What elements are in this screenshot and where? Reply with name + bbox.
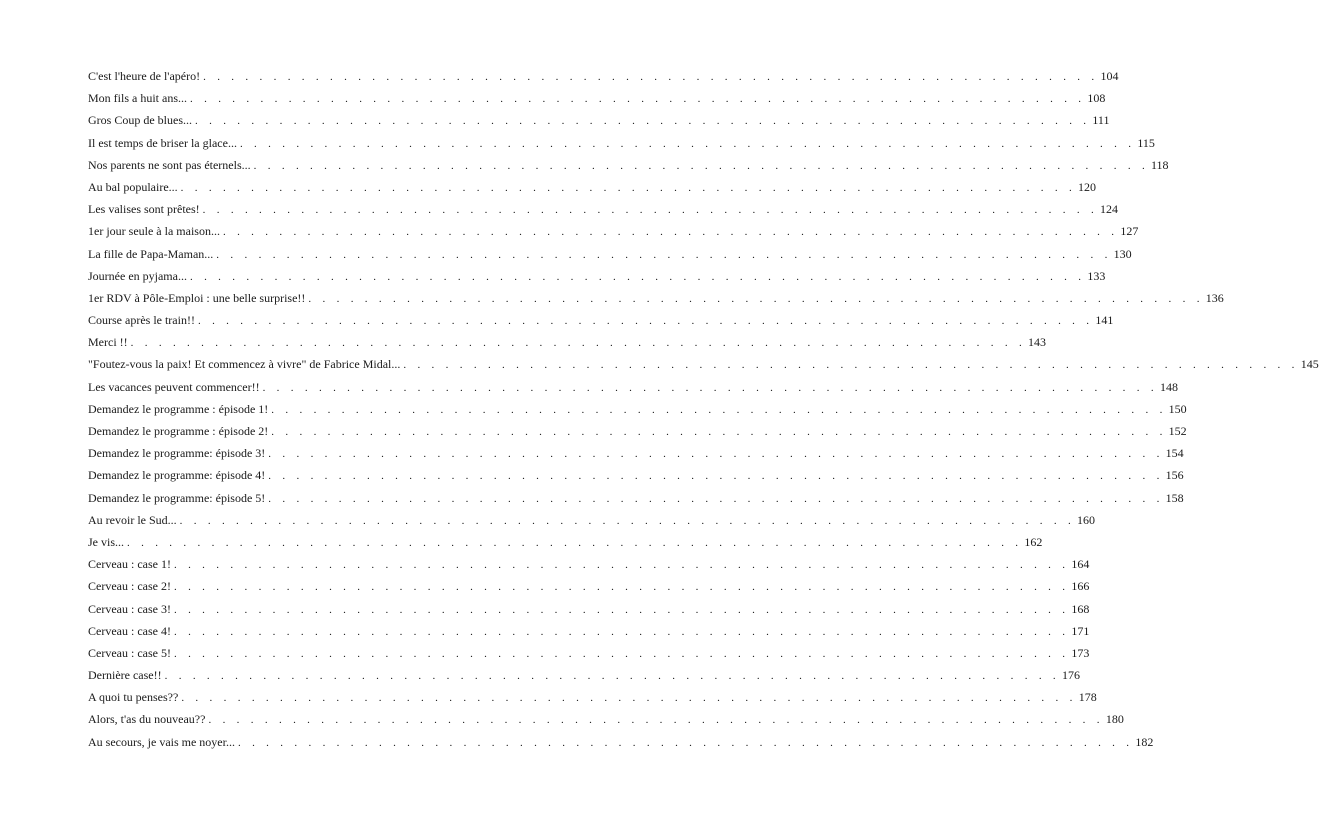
toc-entry <box>88 401 1187 424</box>
toc-entry-page-number: 118 <box>1151 157 1169 172</box>
toc-entry-title: Alors, t'as du nouveau?? <box>88 712 206 727</box>
toc-entry-page-number: 145 <box>1300 357 1319 372</box>
toc-dot-leader: . . . . . . . . . . . . . . . . . . . . . . . . . . . . . . . . . . . . . . . . . . . . . . . . . . . . . . . . . . . . . . . . <box>253 159 1149 172</box>
toc-dot-leader: . . . . . . . . . . . . . . . . . . . . . . . . . . . . . . . . . . . . . . . . . . . . . . . . . . . . . . . . . . . . . . . . <box>268 448 1164 461</box>
toc-dot-leader: . . . . . . . . . . . . . . . . . . . . . . . . . . . . . . . . . . . . . . . . . . . . . . . . . . . . . . . . . . . . . . . . <box>179 514 1076 527</box>
toc-entry <box>88 424 1187 446</box>
toc-entry <box>88 579 1090 601</box>
toc-entry-page-number: 173 <box>1071 645 1090 660</box>
toc-entry <box>88 313 1114 335</box>
toc-entry-page-number: 120 <box>1078 179 1097 194</box>
toc-entry <box>88 468 1184 490</box>
toc-entry-title: Demandez le programme: épisode 5! <box>88 490 266 505</box>
toc-entry <box>88 446 1184 468</box>
toc-entry-title: Cerveau : case 5! <box>88 645 171 660</box>
toc-dot-leader: . . . . . . . . . . . . . . . . . . . . . . . . . . . . . . . . . . . . . . . . . . . . . . . . . . . . . . . . . . . . . . . . <box>268 470 1164 483</box>
toc-entry <box>88 557 1090 579</box>
toc-entry <box>88 224 1139 246</box>
toc-entry-title: 1er RDV à Pôle-Emploi : une belle surprise!! <box>88 290 306 305</box>
toc-entry-title: 1er jour seule à la maison... <box>88 224 220 239</box>
toc-entry-page-number: 171 <box>1071 623 1090 638</box>
toc-entry <box>88 69 1119 91</box>
toc-entry-page-number: 127 <box>1120 224 1139 239</box>
toc-entry-page-number: 164 <box>1071 557 1090 572</box>
toc-entry-title: "Foutez-vous la paix! Et commencez à vivre" de Fabrice Midal... <box>88 357 401 372</box>
toc-entry-title: Cerveau : case 3! <box>88 601 171 616</box>
toc-entry-title: Cerveau : case 1! <box>88 557 171 572</box>
toc-entry <box>88 335 1047 357</box>
toc-entry-page-number: 108 <box>1087 91 1106 106</box>
toc-entry-title: Gros Coup de blues... <box>88 113 192 128</box>
toc-entry-page-number: 148 <box>1159 379 1178 394</box>
toc-dot-leader: . . . . . . . . . . . . . . . . . . . . . . . . . . . . . . . . . . . . . . . . . . . . . . . . . . . . . . . . . . . . . . . . <box>173 603 1070 616</box>
toc-dot-leader: . . . . . . . . . . . . . . . . . . . . . . . . . . . . . . . . . . . . . . . . . . . . . . . . . . . . . . . . . . . . . . . . <box>173 581 1070 594</box>
toc-entry-title: Demandez le programme: épisode 3! <box>88 446 266 461</box>
toc-entry-page-number: 176 <box>1061 668 1080 683</box>
toc-dot-leader: . . . . . . . . . . . . . . . . . . . . . . . . . . . . . . . . . . . . . . . . . . . . . . . . . . . . . . . . . . . . . . . . <box>197 315 1094 328</box>
toc-entry-page-number: 180 <box>1105 712 1124 727</box>
toc-entry-title: Je vis... <box>88 534 124 549</box>
toc-entry <box>88 512 1096 535</box>
toc-entry-page-number: 124 <box>1100 202 1118 217</box>
toc-dot-leader: . . . . . . . . . . . . . . . . . . . . . . . . . . . . . . . . . . . . . . . . . . . . . . . . . . . . . . . . . . . . . . . . <box>173 559 1070 572</box>
toc-dot-leader: . . . . . . . . . . . . . . . . . . . . . . . . . . . . . . . . . . . . . . . . . . . . . . . . . . . . . . . . . . . . . . . . <box>189 270 1086 283</box>
toc-entry <box>88 601 1090 624</box>
toc-dot-leader: . . . . . . . . . . . . . . . . . . . . . . . . . . . . . . . . . . . . . . . . . . . . . . . . . . . . . . . . . . . . . . . . <box>180 181 1077 194</box>
toc-entry <box>88 668 1080 690</box>
toc-dot-leader: . . . . . . . . . . . . . . . . . . . . . . . . . . . . . . . . . . . . . . . . . . . . . . . . . . . . . . . . . . . . . . . . <box>271 403 1167 416</box>
toc-dot-leader: . . . . . . . . . . . . . . . . . . . . . . . . . . . . . . . . . . . . . . . . . . . . . . . . . . . . . . . . . . . . . . . . <box>237 736 1134 749</box>
toc-dot-leader: . . . . . . . . . . . . . . . . . . . . . . . . . . . . . . . . . . . . . . . . . . . . . . . . . . . . . . . . . . . . . . . . <box>164 670 1060 683</box>
toc-dot-leader: . . . . . . . . . . . . . . . . . . . . . . . . . . . . . . . . . . . . . . . . . . . . . . . . . . . . . . . . . . . . . . . . <box>190 93 1086 106</box>
toc-entry-title: Il est temps de briser la glace... <box>88 135 237 150</box>
toc-entry-title: Les vacances peuvent commencer!! <box>88 379 260 394</box>
toc-dot-leader: . . . . . . . . . . . . . . . . . . . . . . . . . . . . . . . . . . . . . . . . . . . . . . . . . . . . . . . . . . . . . . . . <box>262 381 1158 394</box>
toc-entry-title: Merci !! <box>88 335 128 350</box>
toc-entry <box>88 623 1090 646</box>
toc-entry-page-number: 178 <box>1078 690 1097 705</box>
toc-entry-title: Au bal populaire... <box>88 179 178 194</box>
toc-dot-leader: . . . . . . . . . . . . . . . . . . . . . . . . . . . . . . . . . . . . . . . . . . . . . . . . . . . . . . . . . . . . . . . . <box>268 492 1164 505</box>
toc-entry-title: Cerveau : case 2! <box>88 579 171 594</box>
toc-dot-leader: . . . . . . . . . . . . . . . . . . . . . . . . . . . . . . . . . . . . . . . . . . . . . . . . . . . . . . . . . . . . . . . . <box>403 359 1299 372</box>
toc-entry-page-number: 136 <box>1205 290 1224 305</box>
toc-entry <box>88 268 1106 291</box>
toc-entry-page-number: 104 <box>1100 69 1119 83</box>
toc-dot-leader: . . . . . . . . . . . . . . . . . . . . . . . . . . . . . . . . . . . . . . . . . . . . . . . . . . . . . . . . . . . . . . . . <box>173 625 1070 638</box>
toc-dot-leader: . . . . . . . . . . . . . . . . . . . . . . . . . . . . . . . . . . . . . . . . . . . . . . . . . . . . . . . . . . . . . . . . <box>173 647 1070 660</box>
toc-entry <box>88 734 1154 757</box>
toc-entry-title: Les valises sont prêtes! <box>88 202 200 217</box>
toc-dot-leader: . . . . . . . . . . . . . . . . . . . . . . . . . . . . . . . . . . . . . . . . . . . . . . . . . . . . . . . . . . . . . . . . <box>130 337 1027 350</box>
toc-dot-leader: . . . . . . . . . . . . . . . . . . . . . . . . . . . . . . . . . . . . . . . . . . . . . . . . . . . . . . . . . . . . . . . . <box>195 115 1091 128</box>
toc-dot-leader: . . . . . . . . . . . . . . . . . . . . . . . . . . . . . . . . . . . . . . . . . . . . . . . . . . . . . . . . . . . . . . . . <box>203 71 1099 83</box>
toc-entry-title: Demandez le programme : épisode 2! <box>88 424 269 438</box>
toc-dot-leader: . . . . . . . . . . . . . . . . . . . . . . . . . . . . . . . . . . . . . . . . . . . . . . . . . . . . . . . . . . . . . . . . <box>216 248 1112 261</box>
toc-entry-page-number: 154 <box>1165 446 1184 461</box>
toc-entry-title: La fille de Papa-Maman... <box>88 246 214 261</box>
toc-entry-page-number: 111 <box>1092 113 1110 128</box>
toc-entry <box>88 202 1118 224</box>
toc-dot-leader: . . . . . . . . . . . . . . . . . . . . . . . . . . . . . . . . . . . . . . . . . . . . . . . . . . . . . . . . . . . . . . . . <box>208 714 1104 727</box>
toc-entry <box>88 246 1132 269</box>
toc-entry <box>88 179 1097 202</box>
toc-entry-title: Dernière case!! <box>88 668 162 683</box>
toc-entry-page-number: 115 <box>1137 135 1155 150</box>
toc-dot-leader: . . . . . . . . . . . . . . . . . . . . . . . . . . . . . . . . . . . . . . . . . . . . . . . . . . . . . . . . . . . . . . . . <box>308 292 1204 305</box>
toc-entry-title: Au secours, je vais me noyer... <box>88 734 235 749</box>
toc-entry-title: Journée en pyjama... <box>88 268 187 283</box>
toc-entry-page-number: 133 <box>1087 268 1106 283</box>
toc-entry-title: Au revoir le Sud... <box>88 512 177 527</box>
toc-entry-title: Nos parents ne sont pas éternels... <box>88 157 251 172</box>
toc-entry-page-number: 166 <box>1071 579 1090 594</box>
toc-entry-page-number: 150 <box>1168 401 1187 416</box>
toc-entry <box>88 712 1124 734</box>
toc-entry <box>88 379 1178 402</box>
toc-entry-page-number: 168 <box>1071 601 1090 616</box>
toc-entry <box>88 357 1319 379</box>
toc-entry-page-number: 156 <box>1165 468 1184 483</box>
toc-dot-leader: . . . . . . . . . . . . . . . . . . . . . . . . . . . . . . . . . . . . . . . . . . . . . . . . . . . . . . . . . . . . . . . . <box>271 426 1167 438</box>
toc-entry <box>88 534 1043 557</box>
toc-entry-title: Cerveau : case 4! <box>88 623 171 638</box>
toc-entry <box>88 645 1090 668</box>
toc-entry-title: A quoi tu penses?? <box>88 690 179 705</box>
toc-entry-page-number: 160 <box>1077 512 1096 527</box>
toc-entry-title: Demandez le programme : épisode 1! <box>88 401 269 416</box>
toc-entry-page-number: 130 <box>1113 246 1132 261</box>
toc-entry-page-number: 158 <box>1165 490 1184 505</box>
toc-entry-page-number: 182 <box>1135 734 1154 749</box>
toc-dot-leader: . . . . . . . . . . . . . . . . . . . . . . . . . . . . . . . . . . . . . . . . . . . . . . . . . . . . . . . . . . . . . . . . <box>202 204 1098 217</box>
toc-dot-leader: . . . . . . . . . . . . . . . . . . . . . . . . . . . . . . . . . . . . . . . . . . . . . . . . . . . . . . . . . . . . . . . . <box>127 536 1023 549</box>
toc-dot-leader: . . . . . . . . . . . . . . . . . . . . . . . . . . . . . . . . . . . . . . . . . . . . . . . . . . . . . . . . . . . . . . . . <box>239 137 1136 150</box>
toc-entry-page-number: 152 <box>1168 424 1187 438</box>
toc-entry-page-number: 162 <box>1024 534 1043 549</box>
toc-entry-title: Mon fils a huit ans... <box>88 91 187 106</box>
toc-entry <box>88 157 1169 180</box>
toc-dot-leader: . . . . . . . . . . . . . . . . . . . . . . . . . . . . . . . . . . . . . . . . . . . . . . . . . . . . . . . . . . . . . . . . <box>222 226 1119 239</box>
toc-entry <box>88 135 1155 158</box>
toc-entry-title: Demandez le programme: épisode 4! <box>88 468 266 483</box>
toc-entry-page-number: 143 <box>1028 335 1047 350</box>
table-of-contents <box>88 69 1319 757</box>
toc-dot-leader: . . . . . . . . . . . . . . . . . . . . . . . . . . . . . . . . . . . . . . . . . . . . . . . . . . . . . . . . . . . . . . . . <box>181 692 1077 705</box>
toc-entry <box>88 490 1184 513</box>
toc-entry <box>88 113 1110 135</box>
toc-entry <box>88 91 1106 113</box>
toc-entry-title: Course après le train!! <box>88 313 195 328</box>
toc-entry-title: C'est l'heure de l'apéro! <box>88 69 201 83</box>
toc-entry <box>88 290 1224 313</box>
toc-entry-page-number: 141 <box>1095 313 1114 328</box>
toc-entry <box>88 690 1097 712</box>
